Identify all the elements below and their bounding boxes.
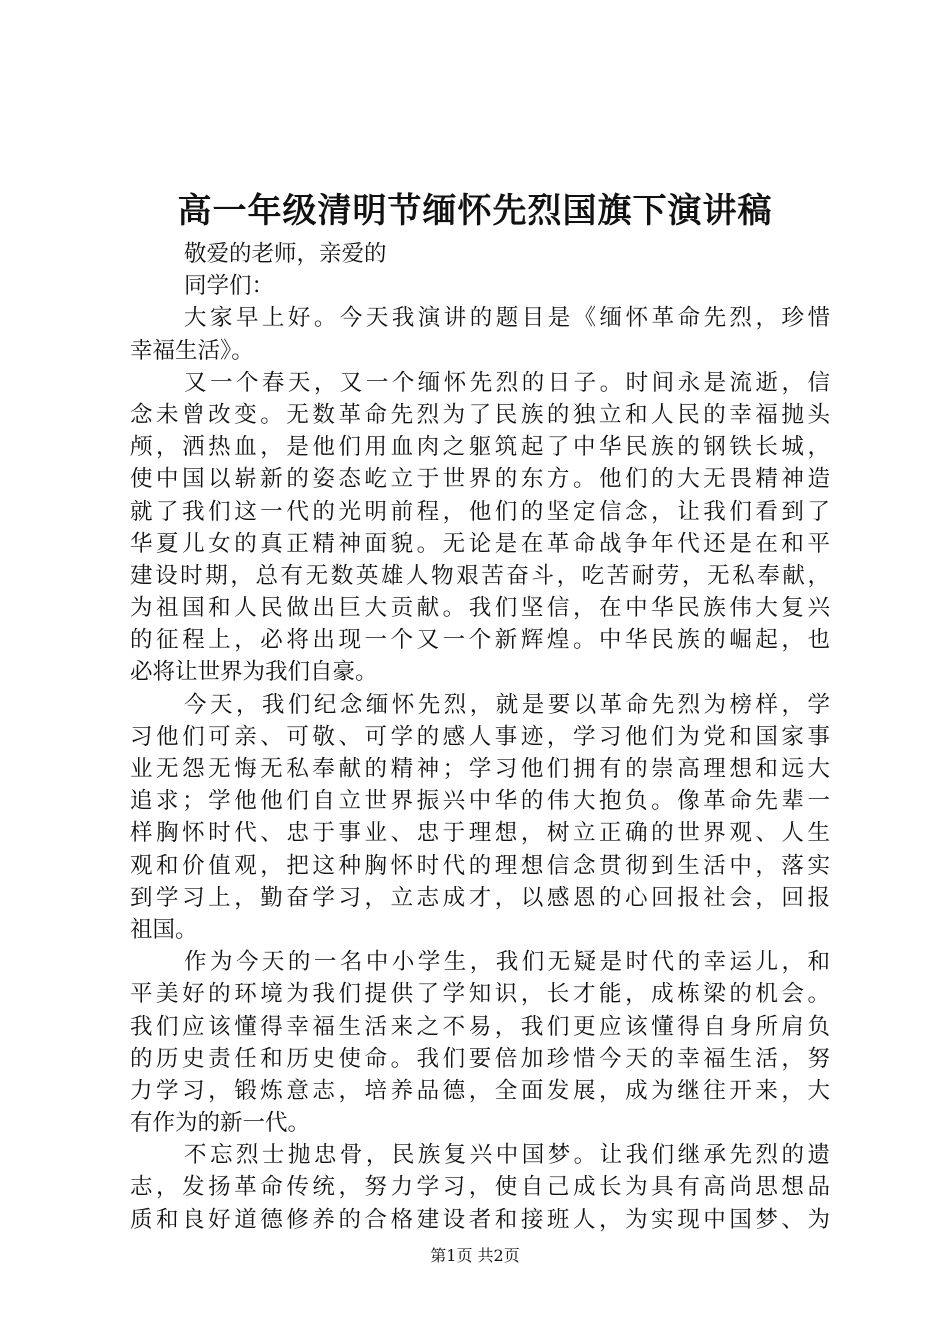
document-title: 高一年级清明节缅怀先烈国旗下演讲稿 — [177, 191, 773, 231]
paragraph-line: 我们应该懂得幸福生活来之不易，我们更应该懂得自身所肩负 — [130, 1013, 830, 1040]
page-footer: 第1页 共2页 — [430, 1246, 520, 1265]
paragraph-line: 大家早上好。今天我演讲的题目是《缅怀革命先烈，珍惜 — [184, 305, 830, 332]
paragraph-line: 就了我们这一代的光明前程，他们的坚定信念，让我们看到了 — [130, 498, 830, 525]
paragraph-line: 华夏儿女的真正精神面貌。无论是在革命战争年代还是在和平 — [130, 530, 830, 557]
paragraph-line: 样胸怀时代、忠于事业、忠于理想，树立正确的世界观、人生 — [130, 820, 830, 847]
paragraph-line: 今天，我们纪念缅怀先烈，就是要以革命先烈为榜样，学 — [184, 691, 830, 718]
paragraph-line: 祖国。 — [130, 916, 198, 943]
paragraph-line: 颅，洒热血，是他们用血肉之躯筑起了中华民族的钢铁长城， — [130, 434, 830, 461]
paragraph-line: 必将让世界为我们自豪。 — [130, 659, 378, 686]
paragraph-line: 有作为的新一代。 — [130, 1110, 311, 1137]
paragraph-line: 作为今天的一名中小学生，我们无疑是时代的幸运儿，和 — [184, 949, 830, 976]
salutation-line: 敬爱的老师，亲爱的 — [184, 241, 387, 267]
paragraph-line: 志，发扬革命传统，努力学习，使自己成长为具有高尚思想品 — [130, 1174, 830, 1201]
paragraph-line: 追求；学他他们自立世界振兴中华的伟大抱负。像革命先辈一 — [130, 788, 830, 815]
paragraph-line: 力学习，锻炼意志，培养品德，全面发展，成为继往开来，大 — [130, 1077, 830, 1104]
paragraph-line: 的历史责任和历史使命。我们要倍加珍惜今天的幸福生活，努 — [130, 1045, 830, 1072]
paragraph-line: 使中国以崭新的姿态屹立于世界的东方。他们的大无畏精神造 — [130, 466, 830, 493]
paragraph-line: 平美好的环境为我们提供了学知识，长才能，成栋梁的机会。 — [130, 981, 830, 1008]
paragraph-line: 幸福生活》。 — [130, 337, 254, 364]
paragraph-line: 不忘烈士抛忠骨，民族复兴中国梦。让我们继承先烈的遗 — [184, 1142, 830, 1169]
document-body — [130, 238, 830, 1236]
paragraph-line: 的征程上，必将出现一个又一个新辉煌。中华民族的崛起，也 — [130, 627, 830, 654]
paragraph-line: 又一个春天，又一个缅怀先烈的日子。时间永是流逝，信 — [184, 369, 830, 396]
paragraph-line: 业无怨无悔无私奉献的精神；学习他们拥有的崇高理想和远大 — [130, 756, 830, 782]
paragraph-line: 建设时期，总有无数英雄人物艰苦奋斗，吃苦耐劳，无私奉献， — [130, 562, 830, 589]
salutation-line: 同学们： — [184, 273, 275, 300]
paragraph-line: 为祖国和人民做出巨大贡献。我们坚信，在中华民族伟大复兴 — [130, 595, 830, 622]
paragraph-line: 习他们可亲、可敬、可学的感人事迹，学习他们为党和国家事 — [130, 723, 830, 750]
paragraph-line: 念未曾改变。无数革命先烈为了民族的独立和人民的幸福抛头 — [130, 401, 830, 428]
paragraph-line: 到学习上，勤奋学习，立志成才，以感恩的心回报社会，回报 — [130, 884, 830, 911]
paragraph-line: 观和价值观，把这种胸怀时代的理想信念贯彻到生活中，落实 — [130, 852, 830, 879]
paragraph-line: 质和良好道德修养的合格建设者和接班人，为实现中国梦、为 — [130, 1206, 830, 1233]
